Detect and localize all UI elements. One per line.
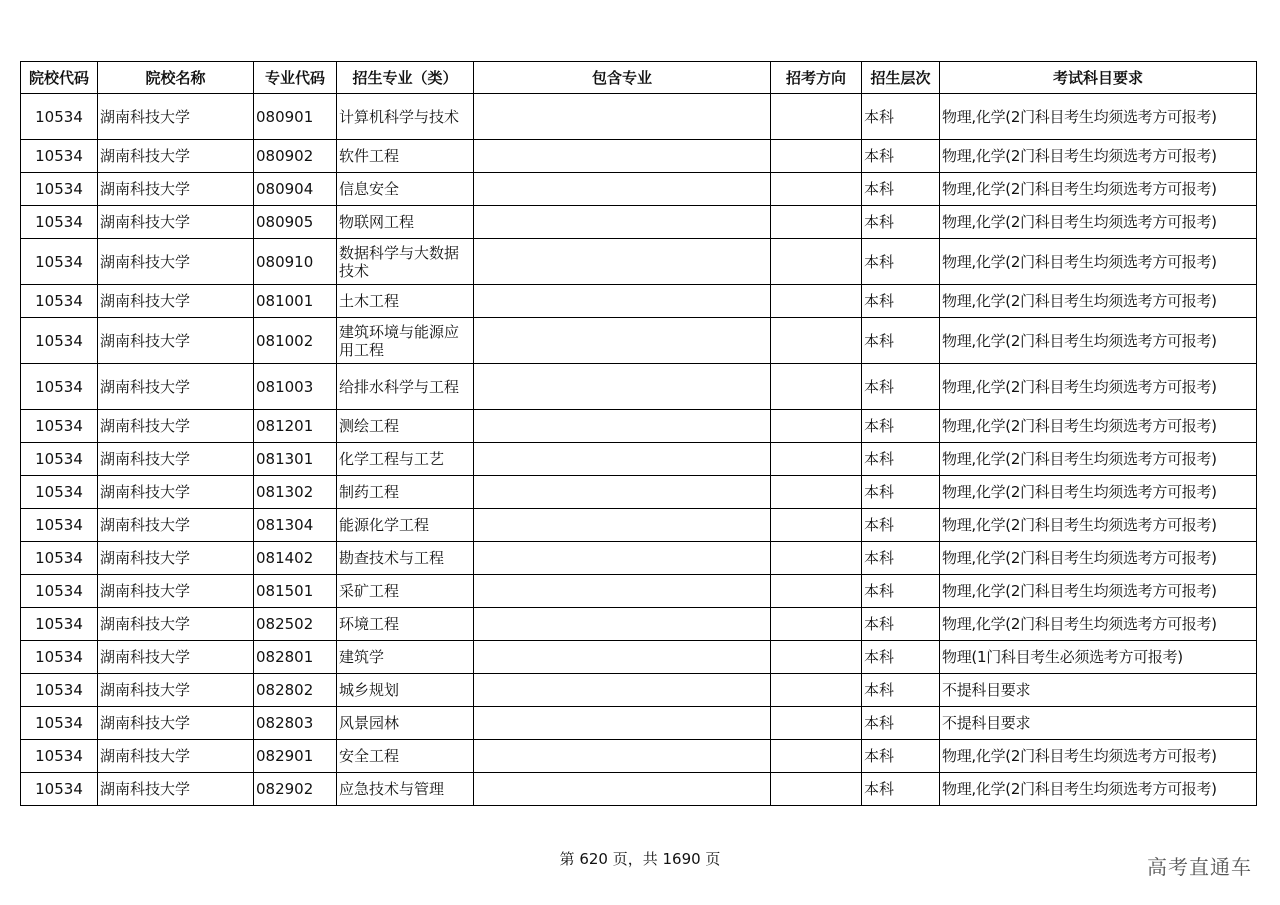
cell-requirement: 物理(1门科目考生必须选考方可报考) bbox=[940, 641, 1257, 674]
cell-major-code: 080910 bbox=[254, 239, 337, 285]
cell-school-name: 湖南科技大学 bbox=[98, 542, 254, 575]
cell-direction bbox=[771, 608, 862, 641]
cell-includes bbox=[474, 285, 771, 318]
cell-major: 土木工程 bbox=[337, 285, 474, 318]
table-row bbox=[21, 674, 1257, 707]
cell-level: 本科 bbox=[862, 773, 940, 806]
cell-major: 软件工程 bbox=[337, 140, 474, 173]
cell-major: 计算机科学与技术 bbox=[337, 94, 474, 140]
cell-requirement: 物理,化学(2门科目考生均须选考方可报考) bbox=[940, 239, 1257, 285]
header-major: 招生专业（类） bbox=[337, 62, 474, 94]
table-row bbox=[21, 206, 1257, 239]
cell-direction bbox=[771, 509, 862, 542]
cell-includes bbox=[474, 443, 771, 476]
table-row bbox=[21, 94, 1257, 140]
cell-requirement: 物理,化学(2门科目考生均须选考方可报考) bbox=[940, 509, 1257, 542]
cell-direction bbox=[771, 140, 862, 173]
cell-requirement: 物理,化学(2门科目考生均须选考方可报考) bbox=[940, 285, 1257, 318]
cell-major-code: 081201 bbox=[254, 410, 337, 443]
cell-school-name: 湖南科技大学 bbox=[98, 740, 254, 773]
cell-includes bbox=[474, 94, 771, 140]
cell-includes bbox=[474, 318, 771, 364]
cell-school-name: 湖南科技大学 bbox=[98, 410, 254, 443]
cell-includes bbox=[474, 239, 771, 285]
table-row bbox=[21, 285, 1257, 318]
cell-school-code: 10534 bbox=[21, 707, 98, 740]
watermark: 高考直通车 bbox=[1147, 855, 1252, 879]
cell-direction bbox=[771, 94, 862, 140]
cell-school-code: 10534 bbox=[21, 674, 98, 707]
cell-includes bbox=[474, 476, 771, 509]
table-row bbox=[21, 542, 1257, 575]
cell-level: 本科 bbox=[862, 575, 940, 608]
cell-level: 本科 bbox=[862, 443, 940, 476]
cell-school-code: 10534 bbox=[21, 575, 98, 608]
header-school-code: 院校代码 bbox=[21, 62, 98, 94]
cell-school-name: 湖南科技大学 bbox=[98, 364, 254, 410]
cell-level: 本科 bbox=[862, 641, 940, 674]
cell-school-code: 10534 bbox=[21, 608, 98, 641]
cell-school-name: 湖南科技大学 bbox=[98, 476, 254, 509]
cell-school-code: 10534 bbox=[21, 239, 98, 285]
cell-school-name: 湖南科技大学 bbox=[98, 206, 254, 239]
cell-direction bbox=[771, 575, 862, 608]
cell-requirement: 物理,化学(2门科目考生均须选考方可报考) bbox=[940, 608, 1257, 641]
cell-level: 本科 bbox=[862, 94, 940, 140]
cell-includes bbox=[474, 509, 771, 542]
table-row bbox=[21, 410, 1257, 443]
cell-requirement: 物理,化学(2门科目考生均须选考方可报考) bbox=[940, 173, 1257, 206]
cell-level: 本科 bbox=[862, 239, 940, 285]
cell-requirement: 物理,化学(2门科目考生均须选考方可报考) bbox=[940, 140, 1257, 173]
cell-requirement: 物理,化学(2门科目考生均须选考方可报考) bbox=[940, 542, 1257, 575]
cell-major-code: 081501 bbox=[254, 575, 337, 608]
table-row bbox=[21, 740, 1257, 773]
table-row bbox=[21, 509, 1257, 542]
cell-includes bbox=[474, 575, 771, 608]
table-row bbox=[21, 608, 1257, 641]
cell-requirement: 物理,化学(2门科目考生均须选考方可报考) bbox=[940, 94, 1257, 140]
cell-major-code: 082901 bbox=[254, 740, 337, 773]
table-row bbox=[21, 173, 1257, 206]
header-direction: 招考方向 bbox=[771, 62, 862, 94]
cell-school-name: 湖南科技大学 bbox=[98, 608, 254, 641]
cell-school-name: 湖南科技大学 bbox=[98, 318, 254, 364]
cell-direction bbox=[771, 364, 862, 410]
cell-level: 本科 bbox=[862, 318, 940, 364]
cell-includes bbox=[474, 674, 771, 707]
cell-major: 勘查技术与工程 bbox=[337, 542, 474, 575]
cell-includes bbox=[474, 641, 771, 674]
cell-major-code: 082502 bbox=[254, 608, 337, 641]
cell-level: 本科 bbox=[862, 285, 940, 318]
cell-major: 风景园林 bbox=[337, 707, 474, 740]
table-row bbox=[21, 476, 1257, 509]
cell-level: 本科 bbox=[862, 410, 940, 443]
cell-direction bbox=[771, 318, 862, 364]
cell-requirement: 物理,化学(2门科目考生均须选考方可报考) bbox=[940, 773, 1257, 806]
cell-level: 本科 bbox=[862, 140, 940, 173]
cell-requirement: 物理,化学(2门科目考生均须选考方可报考) bbox=[940, 575, 1257, 608]
cell-school-code: 10534 bbox=[21, 140, 98, 173]
cell-level: 本科 bbox=[862, 740, 940, 773]
cell-school-code: 10534 bbox=[21, 509, 98, 542]
cell-school-code: 10534 bbox=[21, 641, 98, 674]
cell-includes bbox=[474, 707, 771, 740]
cell-requirement: 物理,化学(2门科目考生均须选考方可报考) bbox=[940, 318, 1257, 364]
cell-major: 环境工程 bbox=[337, 608, 474, 641]
cell-major-code: 081304 bbox=[254, 509, 337, 542]
cell-school-name: 湖南科技大学 bbox=[98, 773, 254, 806]
cell-major-code: 081302 bbox=[254, 476, 337, 509]
cell-requirement: 不提科目要求 bbox=[940, 707, 1257, 740]
table-row bbox=[21, 443, 1257, 476]
cell-school-code: 10534 bbox=[21, 542, 98, 575]
cell-school-name: 湖南科技大学 bbox=[98, 94, 254, 140]
cell-major-code: 082902 bbox=[254, 773, 337, 806]
cell-major-code: 080904 bbox=[254, 173, 337, 206]
cell-major-code: 081001 bbox=[254, 285, 337, 318]
cell-level: 本科 bbox=[862, 608, 940, 641]
cell-major: 应急技术与管理 bbox=[337, 773, 474, 806]
cell-major-code: 080905 bbox=[254, 206, 337, 239]
cell-major: 采矿工程 bbox=[337, 575, 474, 608]
cell-level: 本科 bbox=[862, 206, 940, 239]
table-row bbox=[21, 364, 1257, 410]
cell-school-code: 10534 bbox=[21, 476, 98, 509]
cell-direction bbox=[771, 773, 862, 806]
cell-level: 本科 bbox=[862, 364, 940, 410]
header-row bbox=[21, 62, 1257, 94]
cell-school-code: 10534 bbox=[21, 94, 98, 140]
cell-school-code: 10534 bbox=[21, 364, 98, 410]
cell-direction bbox=[771, 443, 862, 476]
cell-school-name: 湖南科技大学 bbox=[98, 140, 254, 173]
cell-major: 建筑环境与能源应用工程 bbox=[337, 318, 474, 364]
cell-major-code: 081002 bbox=[254, 318, 337, 364]
cell-includes bbox=[474, 410, 771, 443]
cell-direction bbox=[771, 410, 862, 443]
admission-table bbox=[20, 61, 1257, 806]
table-body bbox=[21, 94, 1257, 806]
cell-major-code: 080902 bbox=[254, 140, 337, 173]
header-includes: 包含专业 bbox=[474, 62, 771, 94]
cell-includes bbox=[474, 773, 771, 806]
cell-requirement: 物理,化学(2门科目考生均须选考方可报考) bbox=[940, 740, 1257, 773]
cell-school-code: 10534 bbox=[21, 206, 98, 239]
cell-major-code: 082802 bbox=[254, 674, 337, 707]
header-school-name: 院校名称 bbox=[98, 62, 254, 94]
cell-school-code: 10534 bbox=[21, 285, 98, 318]
cell-direction bbox=[771, 740, 862, 773]
cell-school-name: 湖南科技大学 bbox=[98, 674, 254, 707]
cell-major: 信息安全 bbox=[337, 173, 474, 206]
table-row bbox=[21, 773, 1257, 806]
cell-major-code: 082801 bbox=[254, 641, 337, 674]
table-row bbox=[21, 318, 1257, 364]
cell-school-name: 湖南科技大学 bbox=[98, 173, 254, 206]
cell-level: 本科 bbox=[862, 707, 940, 740]
cell-direction bbox=[771, 239, 862, 285]
cell-requirement: 物理,化学(2门科目考生均须选考方可报考) bbox=[940, 443, 1257, 476]
cell-major-code: 081003 bbox=[254, 364, 337, 410]
cell-school-name: 湖南科技大学 bbox=[98, 707, 254, 740]
cell-requirement: 物理,化学(2门科目考生均须选考方可报考) bbox=[940, 410, 1257, 443]
cell-school-name: 湖南科技大学 bbox=[98, 575, 254, 608]
cell-school-name: 湖南科技大学 bbox=[98, 509, 254, 542]
cell-school-name: 湖南科技大学 bbox=[98, 443, 254, 476]
cell-major: 制药工程 bbox=[337, 476, 474, 509]
table-row bbox=[21, 707, 1257, 740]
table-row bbox=[21, 641, 1257, 674]
cell-direction bbox=[771, 674, 862, 707]
cell-major: 城乡规划 bbox=[337, 674, 474, 707]
cell-school-name: 湖南科技大学 bbox=[98, 641, 254, 674]
cell-direction bbox=[771, 641, 862, 674]
cell-major: 安全工程 bbox=[337, 740, 474, 773]
cell-direction bbox=[771, 476, 862, 509]
cell-direction bbox=[771, 173, 862, 206]
cell-major-code: 080901 bbox=[254, 94, 337, 140]
cell-includes bbox=[474, 542, 771, 575]
cell-school-name: 湖南科技大学 bbox=[98, 239, 254, 285]
header-requirement: 考试科目要求 bbox=[940, 62, 1257, 94]
cell-major: 能源化学工程 bbox=[337, 509, 474, 542]
header-level: 招生层次 bbox=[862, 62, 940, 94]
cell-direction bbox=[771, 542, 862, 575]
cell-level: 本科 bbox=[862, 509, 940, 542]
table-header bbox=[21, 62, 1257, 94]
cell-school-code: 10534 bbox=[21, 773, 98, 806]
cell-includes bbox=[474, 173, 771, 206]
cell-level: 本科 bbox=[862, 674, 940, 707]
cell-school-code: 10534 bbox=[21, 410, 98, 443]
cell-includes bbox=[474, 140, 771, 173]
cell-school-code: 10534 bbox=[21, 443, 98, 476]
cell-includes bbox=[474, 364, 771, 410]
cell-direction bbox=[771, 285, 862, 318]
cell-school-code: 10534 bbox=[21, 318, 98, 364]
cell-school-code: 10534 bbox=[21, 740, 98, 773]
cell-requirement: 物理,化学(2门科目考生均须选考方可报考) bbox=[940, 364, 1257, 410]
cell-major-code: 082803 bbox=[254, 707, 337, 740]
table-row bbox=[21, 239, 1257, 285]
cell-direction bbox=[771, 206, 862, 239]
page-number: 第 620 页，共 1690 页 bbox=[559, 850, 721, 868]
cell-major: 数据科学与大数据技术 bbox=[337, 239, 474, 285]
cell-major: 测绘工程 bbox=[337, 410, 474, 443]
cell-requirement: 物理,化学(2门科目考生均须选考方可报考) bbox=[940, 476, 1257, 509]
cell-requirement: 不提科目要求 bbox=[940, 674, 1257, 707]
cell-major-code: 081402 bbox=[254, 542, 337, 575]
cell-includes bbox=[474, 608, 771, 641]
cell-major: 物联网工程 bbox=[337, 206, 474, 239]
cell-major: 建筑学 bbox=[337, 641, 474, 674]
cell-major: 化学工程与工艺 bbox=[337, 443, 474, 476]
cell-level: 本科 bbox=[862, 476, 940, 509]
cell-includes bbox=[474, 206, 771, 239]
cell-level: 本科 bbox=[862, 173, 940, 206]
header-major-code: 专业代码 bbox=[254, 62, 337, 94]
cell-school-name: 湖南科技大学 bbox=[98, 285, 254, 318]
cell-major-code: 081301 bbox=[254, 443, 337, 476]
cell-requirement: 物理,化学(2门科目考生均须选考方可报考) bbox=[940, 206, 1257, 239]
cell-direction bbox=[771, 707, 862, 740]
cell-school-code: 10534 bbox=[21, 173, 98, 206]
table-row bbox=[21, 140, 1257, 173]
table-row bbox=[21, 575, 1257, 608]
cell-includes bbox=[474, 740, 771, 773]
cell-major: 给排水科学与工程 bbox=[337, 364, 474, 410]
cell-level: 本科 bbox=[862, 542, 940, 575]
